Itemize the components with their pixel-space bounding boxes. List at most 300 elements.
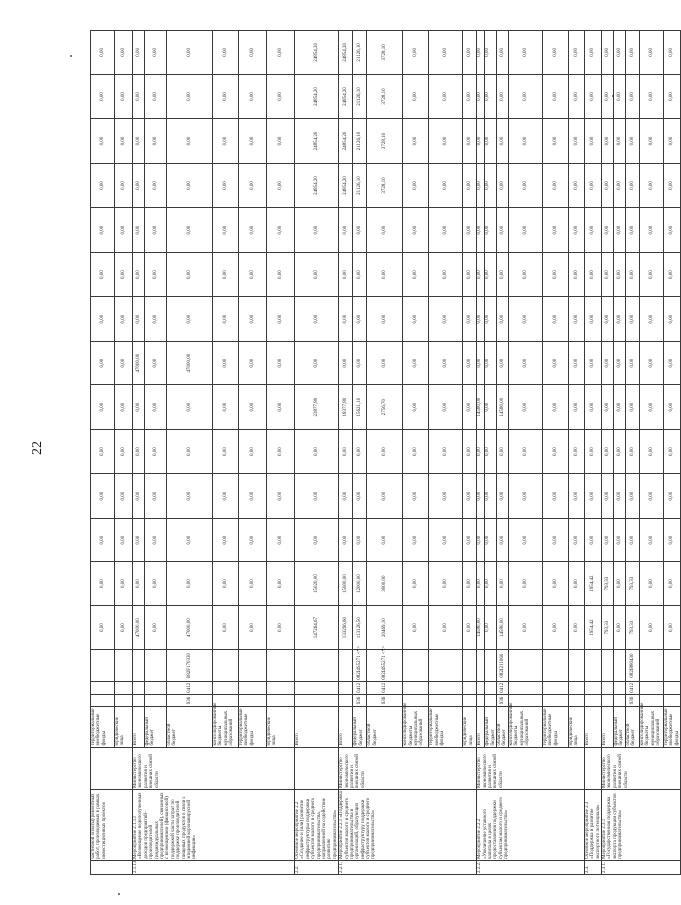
amount-cell: 0,00 [602,31,614,75]
amount-cell: 0,00 [167,297,213,342]
funding-source-cell: территориальные внебюджетные фонды [663,708,680,746]
amount-cell: 0,00 [239,385,267,430]
amount-cell: 0,00 [508,429,542,474]
table-row [584,31,601,875]
funding-source-cell: территориальные внебюджетные фонды [542,707,568,747]
grbs-code-cell [584,694,601,706]
funding-source-cell: федеральный бюджет [353,707,367,747]
table-row [295,31,339,875]
amount-cell: 0,00 [267,31,295,75]
target-article-cell [267,650,295,681]
amount-cell: 0,00 [167,518,213,562]
amount-cell: 0,00 [429,31,463,75]
grbs-code-cell [339,694,353,706]
amount-cell: 0,00 [115,385,133,430]
amount-cell: 0,00 [496,562,508,606]
scan-speck [118,893,120,895]
amount-cell: 14580,00 [477,385,485,430]
amount-cell: 0,00 [115,31,133,75]
amount-cell: 0,00 [614,31,626,75]
amount-cell: 0,00 [295,297,339,342]
amount-cell: 0,00 [239,474,267,519]
amount-cell: 0,00 [584,119,601,164]
amount-cell: 0,00 [367,252,403,297]
executor-cell: Министерство экономического развития и внешних связей области [133,747,295,790]
amount-cell: 0,00 [429,208,463,253]
amount-cell: 0,00 [133,429,145,474]
funding-source-cell: консолидированные бюджеты муниципальных образований [213,707,239,747]
amount-cell: 0,00 [602,208,614,253]
target-article-cell [614,650,626,681]
amount-cell: 0,00 [463,385,477,430]
amount-cell: 15020,00 [295,562,339,606]
funding-source-cell: областной бюджет [496,707,508,747]
grbs-code-cell [133,694,145,706]
amount-cell: 0,00 [133,163,145,208]
grbs-code-cell: 936 [167,694,213,706]
section-code-cell [614,681,626,694]
grbs-code-cell [267,694,295,706]
table-row [133,31,145,875]
funding-source-cell: территориальные внебюджетные фонды [429,707,463,747]
section-code-cell [239,681,267,694]
target-article-cell [339,650,353,681]
amount-cell: 0,00 [602,163,614,208]
section-code-cell [91,681,115,694]
amount-cell: 0,00 [496,119,508,164]
amount-cell: 0,00 [496,474,508,519]
amount-cell: 0,00 [639,119,663,164]
amount-cell: 0,00 [145,385,167,430]
amount-cell: 0,00 [477,74,485,119]
amount-cell: 113126,50 [353,605,367,650]
amount-cell: 0,00 [602,474,614,519]
amount-cell: 793,33 [625,562,639,606]
section-code-cell [477,681,485,694]
amount-cell: 0,00 [602,518,614,562]
item-number-cell [91,860,133,874]
target-article-cell [429,650,463,681]
amount-cell: 0,00 [477,297,485,342]
amount-cell: 0,00 [115,74,133,119]
amount-cell: 0,00 [167,31,213,75]
amount-cell: 0,00 [133,297,145,342]
budget-sheet [90,30,680,875]
amount-cell: 0,00 [485,74,497,119]
amount-cell: 0,00 [542,74,568,119]
amount-cell: 24854,20 [295,31,339,75]
amount-cell: 0,00 [145,252,167,297]
amount-cell: 3000,00 [367,562,403,606]
amount-cell: 0,00 [267,119,295,164]
amount-cell: 14580,00 [496,385,508,430]
funding-source-cell: Всего [339,707,353,747]
amount-cell: 0,00 [485,605,497,650]
amount-cell: 0,00 [115,562,133,606]
section-code-cell [663,681,680,694]
table-row [602,31,614,875]
amount-cell: 0,00 [485,252,497,297]
amount-cell: 0,00 [625,474,639,519]
target-article-cell [239,650,267,681]
target-article-cell [91,650,115,681]
amount-cell: 0,00 [145,605,167,650]
scan-speck [70,55,72,57]
item-name-cell: Мероприятие 2.3.1 «Государственная поддержка экспорта продукции субъектов предпринимательства» [602,790,681,861]
grbs-code-cell [614,694,626,706]
item-number-cell: 2.2. [295,860,339,874]
amount-cell: 0,00 [614,429,626,474]
amount-cell: 0,00 [639,31,663,75]
amount-cell: 15621,10 [353,385,367,430]
amount-cell: 0,00 [568,208,584,253]
amount-cell: 0,00 [485,163,497,208]
amount-cell: 0,00 [91,163,115,208]
amount-cell: 0,00 [353,474,367,519]
amount-cell: 0,00 [602,119,614,164]
amount-cell: 2756,70 [367,385,403,430]
amount-cell: 0,00 [133,385,145,430]
amount-cell: 0,00 [508,74,542,119]
amount-cell: 0,00 [496,518,508,562]
amount-cell: 0,00 [133,518,145,562]
amount-cell: 0,00 [429,252,463,297]
grbs-code-cell [663,694,680,706]
item-name-cell: Основное мероприятие 2.2 «Создание и (или) развитие инфраструктуры поддержки субъектов малого и среднего предпринимательства, направленной на содействие развитию предпринимательства» [295,790,339,861]
grbs-code-cell [145,694,167,706]
amount-cell: 0,00 [367,429,403,474]
funding-source-cell: областной бюджет [625,707,639,747]
amount-cell: 0,00 [508,297,542,342]
amount-cell: 0,00 [496,74,508,119]
amount-cell: 0,00 [403,208,429,253]
funding-source-cell: юридические лица [463,707,477,747]
amount-cell: 0,00 [239,429,267,474]
amount-cell: 0,00 [353,208,367,253]
amount-cell: 0,00 [145,341,167,385]
amount-cell: 0,00 [542,31,568,75]
amount-cell: 793,33 [602,605,614,650]
amount-cell: 0,00 [267,297,295,342]
funding-source-cell: консолидированные бюджеты муниципальных образований [508,707,542,747]
table-row [339,31,353,875]
section-code-cell [602,681,614,694]
amount-cell: 23877,80 [295,385,339,430]
amount-cell: 14580,00 [477,605,485,650]
amount-cell: 0,00 [568,341,584,385]
amount-cell: 24854,20 [339,119,353,164]
amount-cell: 0,00 [213,119,239,164]
amount-cell: 0,00 [213,341,239,385]
amount-cell: 0,00 [584,252,601,297]
amount-cell: 0,00 [542,605,568,650]
amount-cell: 0,00 [496,31,508,75]
target-article-cell [584,650,601,681]
target-article-cell [542,650,568,681]
amount-cell: 0,00 [614,562,626,606]
amount-cell: 0,00 [167,429,213,474]
amount-cell: 0,00 [625,31,639,75]
amount-cell: 0,00 [167,562,213,606]
amount-cell: 0,00 [614,518,626,562]
amount-cell: 0,00 [568,297,584,342]
amount-cell: 0,00 [145,74,167,119]
amount-cell: 0,00 [463,562,477,606]
amount-cell: 0,00 [145,163,167,208]
amount-cell: 0,00 [429,474,463,519]
amount-cell: 0,00 [213,562,239,606]
amount-cell: 0,00 [91,562,115,606]
amount-cell: 0,00 [568,119,584,164]
amount-cell: 20469,10 [367,605,403,650]
executor-cell: Министерство экономического развития и внешних связей области [339,747,477,790]
section-code-cell [485,681,497,694]
amount-cell: 0,00 [614,385,626,430]
amount-cell: 0,00 [239,119,267,164]
amount-cell: 0,00 [267,429,295,474]
section-code-cell [213,681,239,694]
amount-cell: 0,00 [542,429,568,474]
amount-cell: 0,00 [145,518,167,562]
funding-source-cell: федеральный бюджет [485,707,497,747]
grbs-code-cell [568,694,584,706]
amount-cell: 0,00 [614,341,626,385]
section-code-cell [584,681,601,694]
table-row [91,31,115,875]
amount-cell: 133296,60 [339,605,353,650]
amount-cell: 0,00 [508,518,542,562]
amount-cell: 0,00 [508,208,542,253]
amount-cell: 0,00 [167,119,213,164]
amount-cell: 0,00 [568,163,584,208]
amount-cell: 0,00 [403,119,429,164]
funding-source-cell: территориальные внебюджетные фонды [239,707,267,747]
amount-cell: 0,00 [508,252,542,297]
amount-cell: 0,00 [339,252,353,297]
funding-source-cell: Всего [584,707,601,747]
amount-cell: 0,00 [663,341,680,385]
amount-cell: 0,00 [463,252,477,297]
amount-cell: 0,00 [542,252,568,297]
amount-cell: 0,00 [339,297,353,342]
executor-cell: Министерство экономического развития и внешних связей области [602,747,681,790]
amount-cell: 0,00 [485,429,497,474]
amount-cell: 0,00 [267,518,295,562]
target-article-cell: 082I211060 [496,650,508,681]
amount-cell: 0,00 [267,163,295,208]
grbs-code-cell [477,694,485,706]
item-name-cell: Мероприятие 2.2.2 «Увеличение уставного капитала в целях предоставления поддержки субъектам малого и среднего предпринимательства» [477,790,585,861]
funding-source-cell: областной бюджет [367,707,403,747]
amount-cell: 0,00 [403,252,429,297]
executor-cell: Министерство экономического развития и внешних связей области [477,747,585,790]
amount-cell: 0,00 [568,605,584,650]
amount-cell: 0,00 [663,429,680,474]
amount-cell: 18377,80 [339,385,353,430]
amount-cell: 0,00 [429,429,463,474]
amount-cell: 0,00 [403,474,429,519]
section-code-cell [639,681,663,694]
amount-cell: 0,00 [167,74,213,119]
amount-cell: 0,00 [213,518,239,562]
target-article-cell [602,650,614,681]
amount-cell: 24854,20 [295,119,339,164]
amount-cell: 0,00 [145,119,167,164]
target-article-cell: 082I4S5271 <*> [353,650,367,681]
item-number-cell: 2.1.13. [133,860,295,874]
amount-cell: 0,00 [239,31,267,75]
amount-cell: 0,00 [91,605,115,650]
amount-cell: 0,00 [463,341,477,385]
amount-cell: 0,00 [463,208,477,253]
amount-cell: 0,00 [403,163,429,208]
amount-cell: 47000,00 [167,341,213,385]
amount-cell: 21126,10 [353,119,367,164]
amount-cell: 0,00 [639,74,663,119]
amount-cell: 0,00 [353,252,367,297]
amount-cell: 0,00 [663,385,680,430]
amount-cell: 0,00 [167,163,213,208]
amount-cell: 0,00 [429,74,463,119]
amount-cell: 0,00 [213,74,239,119]
amount-cell: 0,00 [353,429,367,474]
amount-cell: 0,00 [485,208,497,253]
funding-source-cell: Всего [133,707,145,747]
amount-cell: 0,00 [508,562,542,606]
amount-cell: 0,00 [614,605,626,650]
amount-cell: 0,00 [477,518,485,562]
amount-cell: 0,00 [267,474,295,519]
amount-cell: 0,00 [508,119,542,164]
amount-cell: 0,00 [267,208,295,253]
executor-cell [91,747,133,790]
amount-cell: 0,00 [542,119,568,164]
amount-cell: 0,00 [663,208,680,253]
amount-cell: 0,00 [339,341,353,385]
amount-cell: 0,00 [485,119,497,164]
amount-cell: 0,00 [239,562,267,606]
grbs-code-cell [463,694,477,706]
grbs-code-cell: 936 [496,694,508,706]
amount-cell: 0,00 [115,341,133,385]
item-number-cell: 2.2.1. [339,860,477,874]
amount-cell: 0,00 [614,252,626,297]
funding-source-cell: юридические лица [267,707,295,747]
amount-cell: 0,00 [602,252,614,297]
amount-cell: 0,00 [213,474,239,519]
amount-cell: 0,00 [584,31,601,75]
grbs-code-cell [429,694,463,706]
amount-cell: 0,00 [485,518,497,562]
amount-cell: 1954,42 [584,562,601,606]
amount-cell: 0,00 [568,429,584,474]
amount-cell: 47000,00 [133,341,145,385]
amount-cell: 0,00 [339,208,353,253]
amount-cell: 0,00 [663,119,680,164]
funding-source-cell: федеральный бюджет [614,707,626,747]
amount-cell: 0,00 [602,429,614,474]
amount-cell: 0,00 [339,518,353,562]
amount-cell: 147264,67 [295,605,339,650]
target-article-cell [663,650,680,681]
amount-cell: 0,00 [584,297,601,342]
amount-cell: 0,00 [115,518,133,562]
amount-cell: 0,00 [625,518,639,562]
amount-cell: 0,00 [167,208,213,253]
section-code-cell [403,681,429,694]
amount-cell: 0,00 [239,74,267,119]
grbs-code-cell [115,694,133,706]
target-article-cell [639,650,663,681]
amount-cell: 0,00 [663,474,680,519]
amount-cell: 0,00 [367,474,403,519]
funding-source-cell: Всего [602,707,614,747]
amount-cell: 12000,00 [353,562,367,606]
section-code-cell [133,681,145,694]
amount-cell: 0,00 [145,297,167,342]
amount-cell: 0,00 [367,341,403,385]
amount-cell: 0,00 [403,385,429,430]
grbs-code-cell [485,694,497,706]
amount-cell: 0,00 [145,474,167,519]
amount-cell: 0,00 [429,562,463,606]
amount-cell: 0,00 [508,341,542,385]
funding-source-cell: федеральный бюджет [145,707,167,747]
amount-cell: 0,00 [353,341,367,385]
amount-cell: 24854,20 [295,74,339,119]
amount-cell: 0,00 [403,518,429,562]
amount-cell: 0,00 [463,518,477,562]
amount-cell: 0,00 [602,341,614,385]
amount-cell: 0,00 [133,562,145,606]
amount-cell: 0,00 [213,252,239,297]
amount-cell: 0,00 [295,474,339,519]
target-article-cell: 082F170330 [167,650,213,681]
amount-cell: 0,00 [267,562,295,606]
amount-cell: 0,00 [639,429,663,474]
amount-cell: 0,00 [239,163,267,208]
amount-cell: 0,00 [91,429,115,474]
target-article-cell [477,650,485,681]
amount-cell: 0,00 [639,252,663,297]
amount-cell: 0,00 [91,297,115,342]
amount-cell: 3728,10 [367,74,403,119]
section-code-cell [339,681,353,694]
rotated-page-frame [90,30,680,875]
amount-cell: 0,00 [568,562,584,606]
amount-cell: 0,00 [625,208,639,253]
amount-cell: 0,00 [625,252,639,297]
amount-cell: 0,00 [463,429,477,474]
amount-cell: 3728,10 [367,163,403,208]
item-name-cell: Мероприятие 2.1.13 «Возмещение недополученных доходов предприятий-производителей (индивидуальных предпринимателей), связанных с возмещением (финансовой) поддержкой части затрат по поддержке производителей пищевых продуктов в связи с эпидемией коронавирусной инфекции» [133,790,295,861]
amount-cell: 0,00 [295,518,339,562]
target-article-cell [508,650,542,681]
amount-cell: 0,00 [295,429,339,474]
amount-cell: 0,00 [267,385,295,430]
amount-cell: 0,00 [602,74,614,119]
amount-cell: 0,00 [429,119,463,164]
amount-cell: 0,00 [213,208,239,253]
amount-cell: 0,00 [133,119,145,164]
amount-cell: 0,00 [639,163,663,208]
amount-cell: 0,00 [639,385,663,430]
amount-cell: 0,00 [463,119,477,164]
amount-cell: 24854,20 [339,31,353,75]
grbs-code-cell [239,694,267,706]
amount-cell: 0,00 [145,562,167,606]
amount-cell: 0,00 [625,297,639,342]
